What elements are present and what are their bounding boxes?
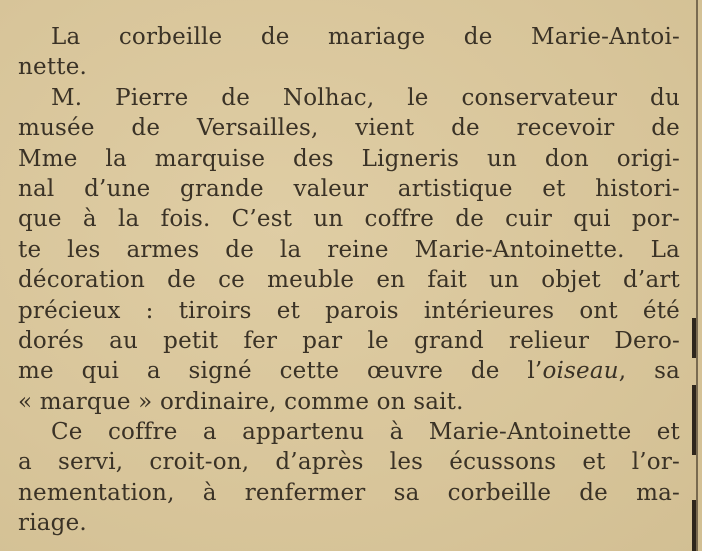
column-rule xyxy=(696,0,698,551)
text-segment: me qui a signé cette œuvre de l’ xyxy=(18,358,543,385)
paragraph-line: M. Pierre de Nolhac, le conservateur du xyxy=(51,84,680,111)
paragraph-line: musée de Versailles, vient de recevoir de xyxy=(18,115,680,142)
paragraph-line xyxy=(18,356,680,386)
paragraph-line: « marque » ordinaire, comme on sait. xyxy=(18,388,464,415)
column-rule-mark xyxy=(692,500,696,551)
paragraph-line: précieux : tiroirs et parois intérieures ont été xyxy=(18,297,680,324)
italic-text: oiseau xyxy=(542,358,619,385)
paragraph-line: a servi, croit-on, d’après les écussons et l’or- xyxy=(18,449,680,476)
article-body xyxy=(18,22,680,539)
paragraph-line: riage. xyxy=(18,510,87,537)
paragraph-line: Ce coffre a appartenu à Marie-Antoinette et xyxy=(51,419,680,446)
column-rule-mark xyxy=(692,385,696,455)
paragraph-line: nal d’une grande valeur artistique et histori- xyxy=(18,175,680,202)
paragraph-line: dorés au petit fer par le grand relieur Dero- xyxy=(18,327,680,354)
paragraph-line: nementation, à renfermer sa corbeille de ma- xyxy=(18,479,680,506)
column-rule-mark xyxy=(692,318,696,358)
paragraph-line: Mme la marquise des Ligneris un don origi- xyxy=(18,145,680,172)
text-segment: , sa xyxy=(618,358,680,385)
paragraph-line: que à la fois. C’est un coffre de cuir qui por- xyxy=(18,206,680,233)
paragraph-line: décoration de ce meuble en fait un objet d’art xyxy=(18,267,680,294)
headline-line: La corbeille de mariage de Marie-Antoi- xyxy=(51,24,680,50)
paragraph-line: te les armes de la reine Marie-Antoinette. La xyxy=(18,236,680,263)
headline-line: nette. xyxy=(18,54,88,81)
